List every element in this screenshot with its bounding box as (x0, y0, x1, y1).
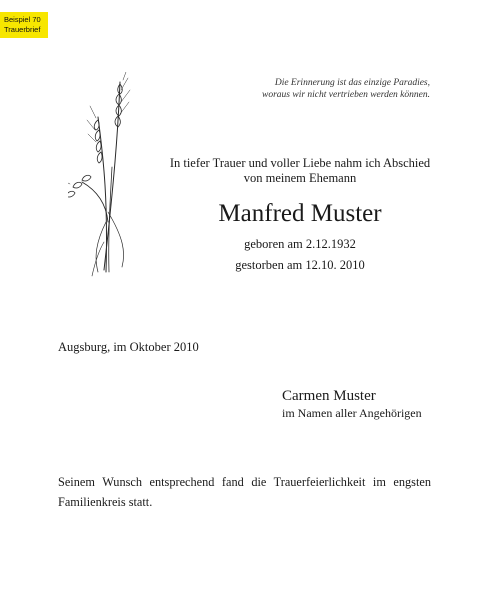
signatory-subtitle: im Namen aller Angehörigen (282, 406, 422, 420)
badge-line-2: Trauerbrief (4, 25, 41, 34)
sample-badge (0, 12, 48, 38)
wheat-stalks-icon (68, 72, 148, 277)
signatory-name: Carmen Muster (282, 388, 376, 404)
closing-notice: Seinem Wunsch entsprechend fand die Trauerfeierlichkeit im engsten Familienkreis statt. (58, 475, 431, 509)
deceased-name: Manfred Muster (218, 200, 382, 227)
announcement-intro (150, 156, 450, 186)
quote-line-2: woraus wir nicht vertrieben werden können. (262, 90, 430, 100)
quote-line-1: Die Erinnerung ist das einzige Paradies, (274, 78, 430, 88)
badge-line-1: Beispiel 70 (4, 15, 41, 24)
intro-line-2: von meinem Ehemann (243, 171, 357, 185)
intro-line-1: In tiefer Trauer und voller Liebe nahm ich Abschied (169, 156, 431, 170)
epigraph-quote (230, 77, 430, 101)
place-and-date: Augsburg, im Oktober 2010 (58, 340, 199, 354)
birth-date: geboren am 2.12.1932 (244, 237, 356, 251)
death-date: gestorben am 12.10. 2010 (235, 258, 365, 272)
